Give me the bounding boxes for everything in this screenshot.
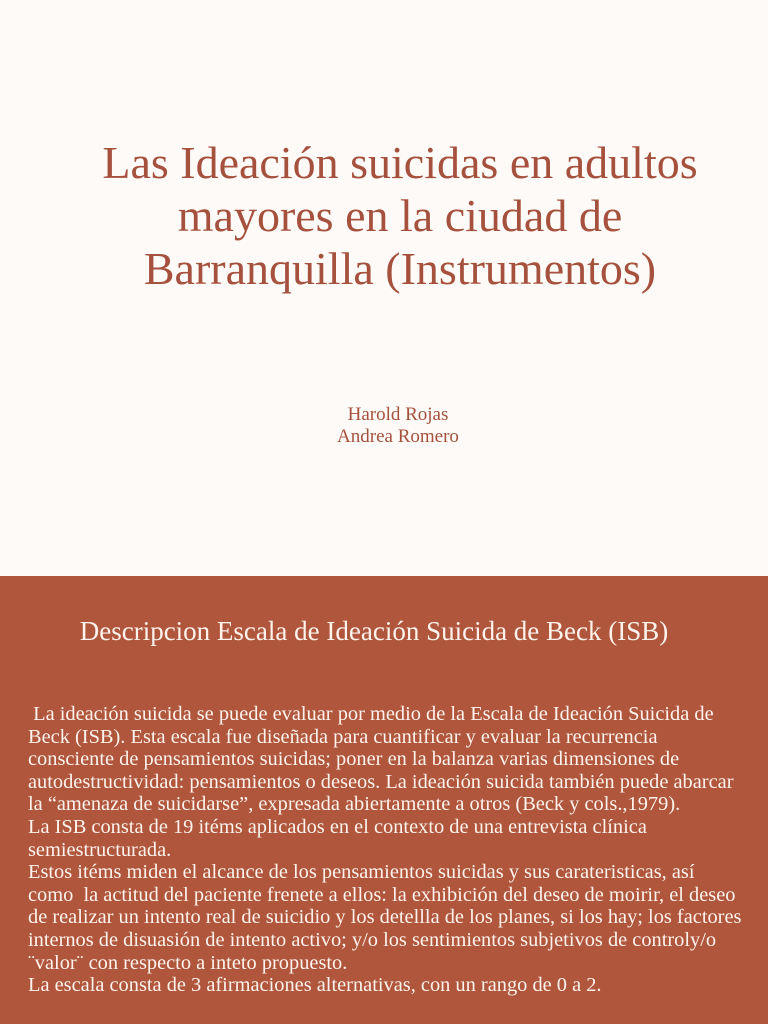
slide-title: Descripcion Escala de Ideación Suicida de Beck (ISB) bbox=[79, 616, 669, 646]
body-paragraph: Estos itéms miden el alcance de los pensamientos suicidas y sus carateristicas, así como la actitud del paciente frenete a ellos: la exhibición del deseo de moirir, el deseo de realizar un intento real de suicidio y los detellla de los planes, si los hay; los factores internos de disuasión de intento activo; y/o los sentimientos subjetivos de controly/o ¨valor¨ con respecto a inteto propuesto. bbox=[28, 861, 747, 974]
author-name: Andrea Romero bbox=[337, 426, 459, 447]
author-name: Harold Rojas bbox=[347, 404, 449, 425]
slide-body bbox=[28, 703, 747, 997]
body-paragraph: La ISB consta de 19 itéms aplicados en el contexto de una entrevista clínica semiestructurada. bbox=[28, 815, 652, 861]
presentation-title: Las Ideación suicidas en adultos mayores en la ciudad de Barranquilla (Instrumentos) bbox=[102, 137, 698, 294]
body-paragraph: La ideación suicida se puede evaluar por medio de la Escala de Ideación Suicida de Beck (ISB). Esta escala fue diseñada para cuantificar y evaluar la recurrencia consciente de pensamientos suicidas; poner en la balanza varias dimensiones de autodestructividad: pensamientos o deseos. La ideación suicida también puede abarcar la “amenaza de suicidarse”, expresada abiertamente a otros (Beck y cols.,1979). bbox=[28, 703, 739, 816]
description-slide bbox=[0, 576, 768, 1024]
body-paragraph: La escala consta de 3 afirmaciones alternativas, con un rango de 0 a 2. bbox=[28, 974, 602, 997]
authors bbox=[200, 404, 596, 448]
